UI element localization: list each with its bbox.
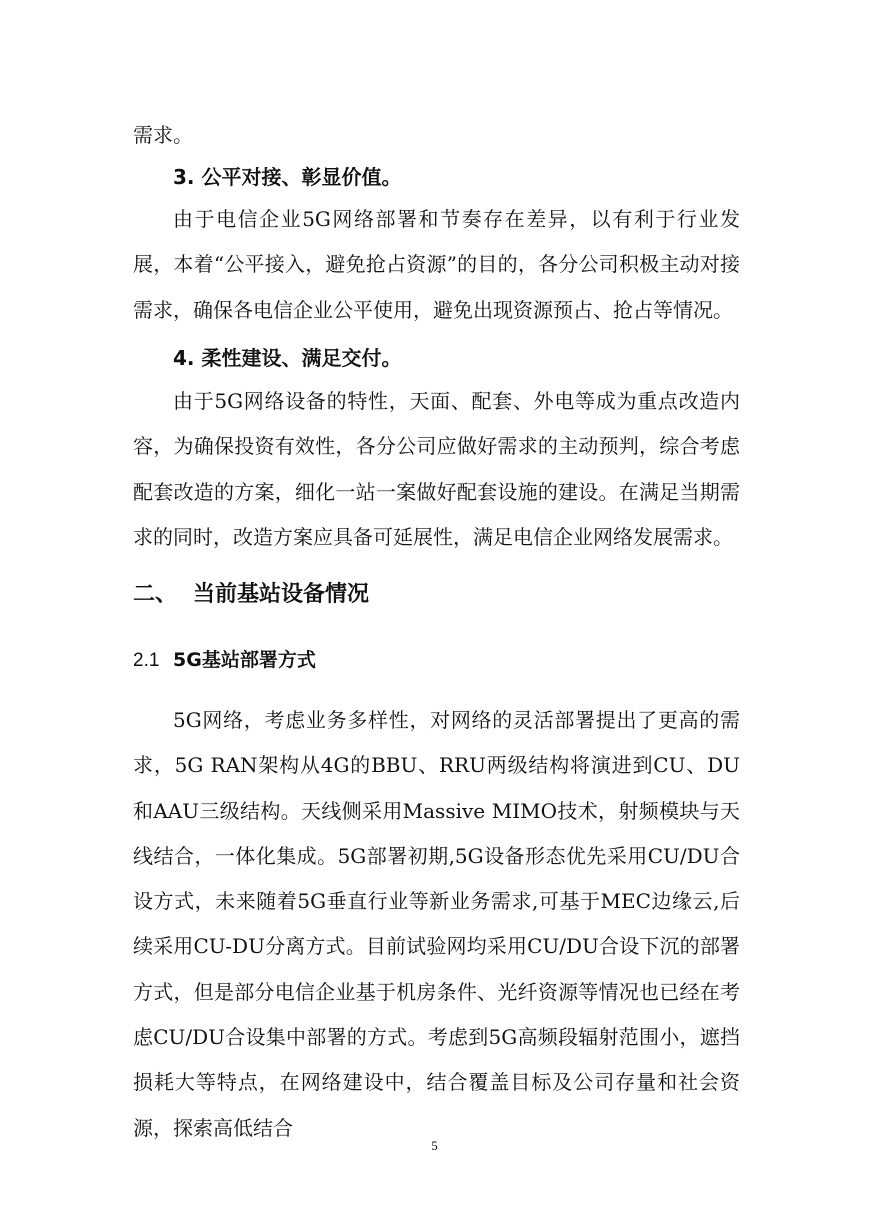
section-number: 二、 bbox=[133, 582, 178, 607]
paragraph-flexible-construction: 由于5G网络设备的特性，天面、配套、外电等成为重点改造内容，为确保投资有效性，各分公司应做好需求的主动预判，综合考虑配套改造的方案，细化一站一案做好配套设施的建设。在满足当期需求的同时，改造方案应具备可延展性，满足电信企业网络发展需求。 bbox=[133, 389, 740, 549]
paragraph-5g-deployment: 5G网络，考虑业务多样性，对网络的灵活部署提出了更高的需求，5G RAN架构从4G的BBU、RRU两级结构将演进到CU、DU和AAU三级结构。天线侧采用Massive MIMO技术，射频模块与天线结合，一体化集成。5G部署初期,5G设备形态优先采用CU/DU合设方式，未来随着5G垂直行业等新业务需求,可基于MEC边缘云,后续采用CU-DU分离方式。目前试验网均采用CU/DU合设下沉的部署方式，但是部分电信企业基于机房条件、光纤资源等情况也已经在考虑CU/DU合设集中部署的方式。考虑到5G高频段辐射范围小，遮挡损耗大等特点，在网络建设中，结合覆盖目标及公司存量和社会资源，探索高低结合 bbox=[133, 708, 740, 1140]
page-number: 5 bbox=[431, 1138, 438, 1153]
subsection-heading bbox=[133, 645, 316, 676]
section-heading bbox=[133, 578, 369, 612]
paragraph-fair-access: 由于电信企业5G网络部署和节奏存在差异，以有利于行业发展，本着“公平接入，避免抢占资源”的目的，各分公司积极主动对接需求，确保各电信企业公平使用，避免出现资源预占、抢占等情况。 bbox=[133, 207, 740, 322]
paragraph-continuation: 需求。 bbox=[133, 123, 193, 147]
subheading-fair-access: 3. 公平对接、彰显价值。 bbox=[173, 165, 402, 189]
subheading-flexible-construction: 4. 柔性建设、满足交付。 bbox=[173, 346, 402, 370]
subsection-number: 2.1 bbox=[133, 650, 160, 671]
section-title: 当前基站设备情况 bbox=[193, 582, 370, 607]
subsection-title: 5G基站部署方式 bbox=[173, 649, 316, 671]
